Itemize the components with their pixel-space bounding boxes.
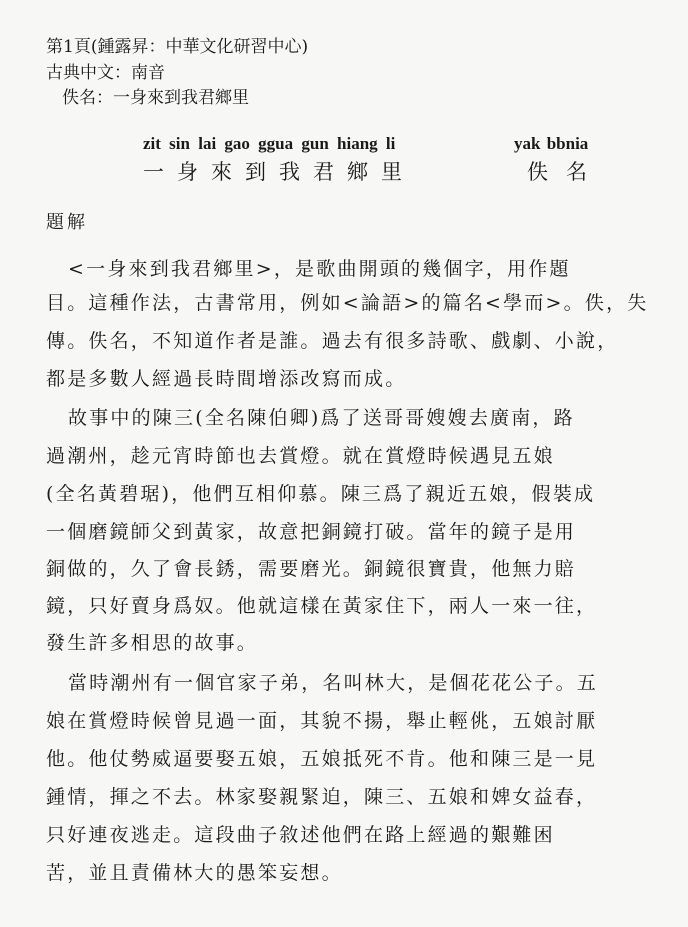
- body-line: 傳。佚名，不知道作者是誰。過去有很多詩歌、戲劇、小說，: [46, 330, 619, 352]
- header-author-title: 佚名：一身來到我君鄉里: [62, 88, 249, 108]
- body-line: 目。這種作法，古書常用，例如<論語>的篇名<學而>。佚，失: [46, 292, 649, 314]
- title-romanization: zit sin lai gao ggua gun hiang li: [143, 134, 396, 153]
- body-line: 娘在賞燈時候曾見過一面，其貌不揚，舉止輕佻，五娘討厭: [46, 710, 598, 732]
- body-line: 都是多數人經過長時間增添改寫而成。: [46, 368, 407, 390]
- body-line: 只好連夜逃走。這段曲子敘述他們在路上經過的艱難困: [46, 824, 555, 846]
- body-line: (全名黃碧琚)，他們互相仰慕。陳三爲了親近五娘，假裝成: [46, 483, 596, 505]
- body-line: 他。他仗勢威逼要娶五娘，五娘抵死不肯。他和陳三是一見: [46, 748, 598, 770]
- title-chinese: 一身來到我君鄉里: [143, 160, 415, 184]
- body-line: 一個磨鏡師父到黃家，故意把銅鏡打破。當年的鏡子是用: [46, 521, 577, 543]
- body-line: <一身來到我君鄉里>，是歌曲開頭的幾個字，用作題: [68, 258, 571, 280]
- body-line: 當時潮州有一個官家子弟，名叫林大，是個花花公子。五: [68, 672, 599, 694]
- body-line: 過潮州，趁元宵時節也去賞燈。就在賞燈時候遇見五娘: [46, 445, 555, 467]
- body-line: 苦，並且責備林大的愚笨妄想。: [46, 862, 343, 884]
- body-line: 鍾情，揮之不去。林家娶親緊迫，陳三、五娘和婢女益春，: [46, 786, 598, 808]
- header-page-source: 第1頁(鍾露昇：中華文化研習中心): [46, 37, 309, 57]
- body-line: 鏡，只好賣身爲奴。他就這樣在黃家住下，兩人一來一往，: [46, 595, 598, 617]
- header-category: 古典中文：南音: [46, 63, 165, 83]
- section-heading: 題解: [46, 212, 88, 233]
- body-line: 銅做的，久了會長銹，需要磨光。銅鏡很寶貴，他無力賠: [46, 558, 577, 580]
- author-chinese: 佚名: [527, 160, 605, 184]
- author-romanization: yak bbnia: [514, 134, 589, 153]
- body-line: 故事中的陳三(全名陳伯卿)爲了送哥哥嫂嫂去廣南，路: [68, 407, 575, 429]
- body-line: 發生許多相思的故事。: [46, 632, 259, 654]
